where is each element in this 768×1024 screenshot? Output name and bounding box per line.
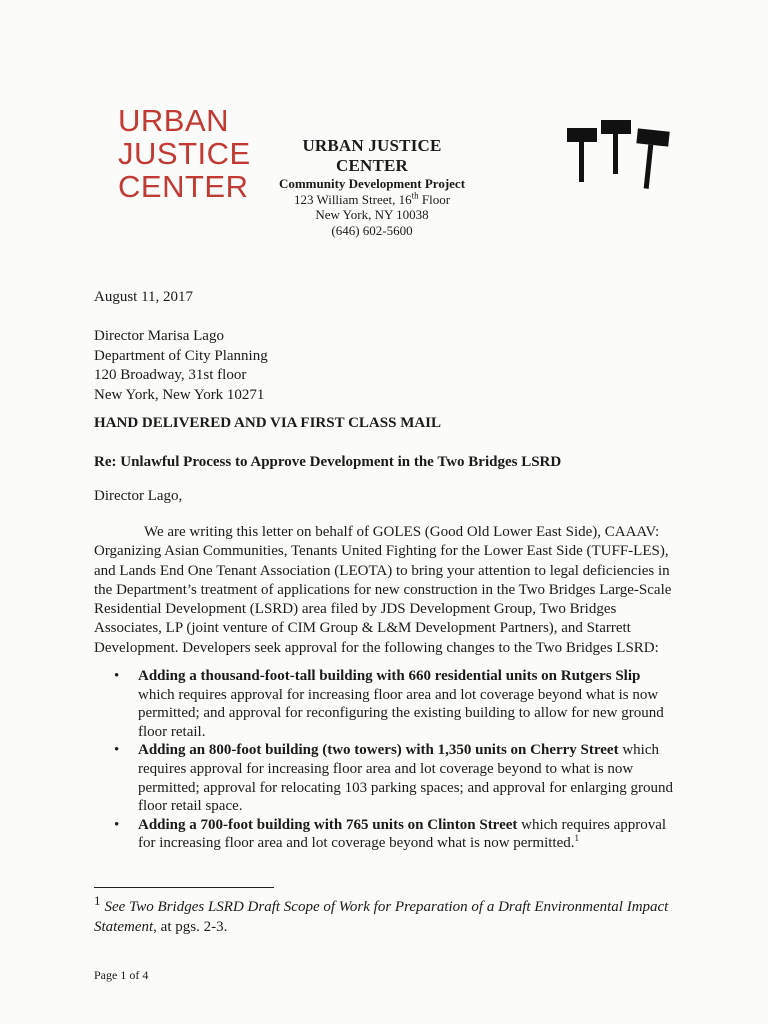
- letter-date: August 11, 2017: [94, 289, 194, 305]
- project-name: Community Development Project: [278, 176, 466, 191]
- list-item: • Adding a thousand-foot-tall building with 660 residential units on Rutgers Slip which requires approval for increasing floor area and lot coverage beyond what is now permitted; and approval for reconfiguring the existing building to allow for new ground floor retail.: [94, 667, 678, 741]
- footnote: $^1$ See Two Bridges LSRD Draft Scope of Work for Preparation of a Draft Environmental Impact Statement, at pgs. 2-3.: [94, 893, 669, 935]
- logo-line: JUSTICE: [118, 136, 251, 171]
- street-address: 123 William Street, 16th Floor: [293, 190, 451, 207]
- recipient-line: 120 Broadway, 31st floor: [94, 367, 247, 383]
- letterhead-address: [272, 136, 472, 238]
- page-number: Page 1 of 4: [94, 968, 149, 982]
- urban-justice-center-logo: [118, 104, 251, 203]
- body-paragraph: We are writing this letter on behalf of GOLES (Good Old Lower East Side), CAAAV: Organizing Asian Communities, Tenants United Fighting for the Lower East Side (TUFF-LES), and Lands End One Tenant Association (LEOTA) to bring your attention to legal deficiencies in the Department’s treatment of applications for new construction in the Two Bridges Large-Scale Residential Development (LSRD) area filed by JDS Development Group, Two Bridges Associates, LP (joint venture of CIM Group & L&M Development Partners), and Starrett Development. Developers seek approval for the following changes to the Two Bridges LSRD:: [94, 524, 672, 656]
- city-line: New York, NY 10038: [315, 207, 429, 222]
- list-item: • Adding a 700-foot building with 765 units on Clinton Street which requires approval for increasing floor area and lot coverage beyond what is now permitted.$^1$: [94, 816, 678, 853]
- phone-number: (646) 602-5600: [331, 222, 413, 238]
- footnote-divider: [94, 887, 274, 888]
- salutation: Director Lago,: [94, 488, 183, 504]
- subject-line: Re: Unlawful Process to Approve Development in the Two Bridges LSRD: [94, 454, 562, 470]
- footnote-citation: See Two Bridges LSRD Draft Scope of Work for Preparation of a Draft Environmental Impact Statement: [94, 899, 669, 935]
- logo-line: CENTER: [118, 169, 249, 204]
- list-item: • Adding an 800-foot building (two towers) with 1,350 units on Cherry Street which requires approval for increasing floor area and lot coverage beyond to what is now permitted; approval for relocating 103 parking spaces; and approval for enlarging ground floor retail space.: [94, 741, 678, 815]
- org-name: URBAN JUSTICE CENTER: [302, 136, 442, 175]
- recipient-address: [94, 327, 674, 405]
- recipient-line: New York, New York 10271: [94, 386, 265, 403]
- footnote-number: 1: [94, 893, 101, 908]
- footnote-ref: 1: [574, 833, 580, 844]
- recipient-line: Director Marisa Lago: [94, 328, 224, 344]
- logo-line: URBAN: [118, 103, 230, 138]
- delivery-method: HAND DELIVERED AND VIA FIRST CLASS MAIL: [94, 415, 442, 431]
- development-list: [94, 667, 678, 853]
- recipient-line: Department of City Planning: [94, 347, 268, 364]
- picket-signs-icon: [565, 118, 675, 198]
